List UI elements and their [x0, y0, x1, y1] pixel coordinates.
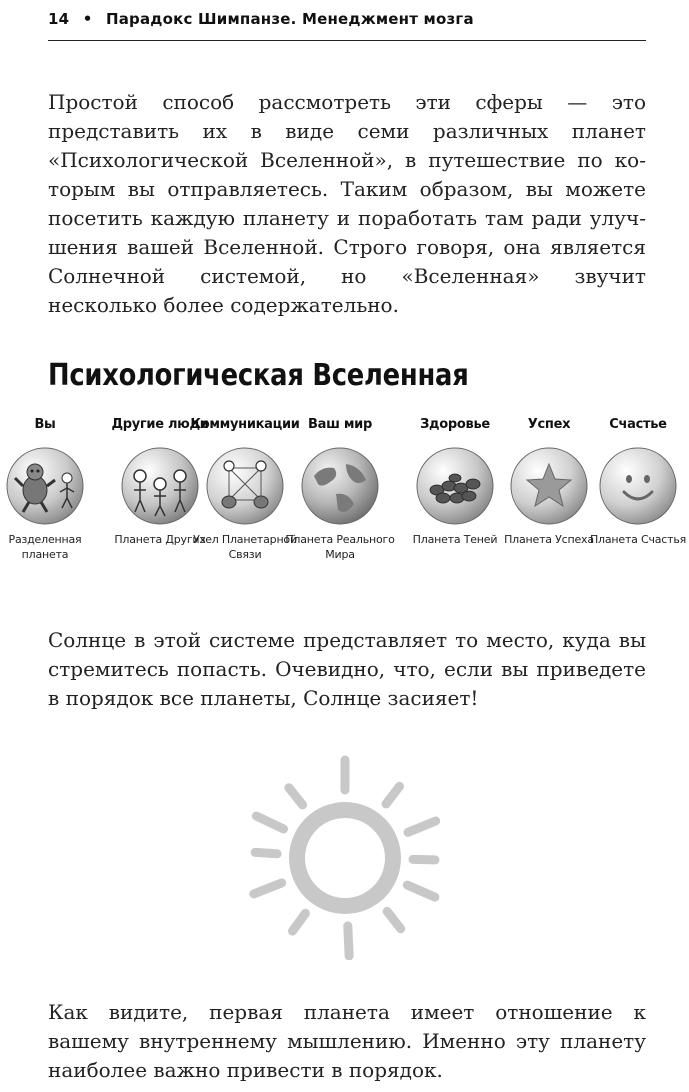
- smiley-icon: [598, 446, 678, 526]
- planet-title: Счастье: [609, 417, 667, 432]
- sun-icon: [240, 740, 450, 960]
- planet-title: Коммуникации: [190, 417, 300, 432]
- intro-paragraph: Простой способ рассмотреть эти сферы — это представить их в виде семи различных планет «Психологической Вселенной», в путешествие по которым вы отправляетесь. Таким образом, вы можете посетить каждую планету и поработать там ради улучшения вашей Вселенной. Строго говоря, она является Солнечной системой, но «Вселенная» звучит несколько более содержательно.: [48, 90, 646, 317]
- rocks-icon: [415, 446, 495, 526]
- planet-title: Вы: [34, 417, 56, 432]
- sun-ray: [386, 786, 399, 804]
- star-icon: [509, 446, 589, 526]
- planet-row: [0, 418, 689, 598]
- sun-ray: [387, 911, 401, 928]
- communication-network-icon: [205, 446, 285, 526]
- chimp-and-stickman-icon: [5, 446, 85, 526]
- planet-caption: Планета Реального Мира: [285, 533, 395, 561]
- planet-title: Ваш мир: [308, 417, 372, 432]
- sun-ray: [293, 913, 306, 931]
- planet-title: Успех: [527, 417, 571, 432]
- section-heading: Психологическая Вселенная: [48, 358, 469, 393]
- planet-title: Здоровье: [420, 417, 490, 432]
- book-title: Парадокс Шимпанзе. Менеджмент мозга: [105, 10, 474, 28]
- planet-communication: [190, 418, 300, 562]
- sun-ray: [256, 816, 283, 829]
- running-header: [48, 10, 646, 28]
- planet-caption: Планета Теней: [412, 533, 498, 546]
- sun-ray: [255, 852, 277, 853]
- header-bullet: •: [82, 10, 93, 28]
- closing-paragraph: Как видите, первая планета имеет отношение к вашему внутреннему мышлению. Именно эту планету наиболее важно привести в порядок.: [48, 1000, 646, 1082]
- planet-caption: Планета Успеха: [504, 533, 594, 546]
- sun-paragraph: Солнце в этой системе представляет то место, куда вы стремитесь попасть. Очевидно, что, если вы приведете в порядок все планеты, Солнце засияет!: [48, 628, 646, 710]
- planet-caption: Планета Счастья: [589, 533, 687, 546]
- planet-you: [0, 418, 100, 562]
- sun-ray: [413, 859, 435, 860]
- page-number: 14: [48, 10, 70, 28]
- planet-title: Другие люди: [111, 417, 209, 432]
- sun-ray: [408, 821, 436, 832]
- sun-ray: [289, 788, 303, 805]
- planet-happiness: [583, 418, 689, 547]
- header-divider: [48, 40, 646, 41]
- three-people-icon: [120, 446, 200, 526]
- planet-caption: Планета Других: [114, 533, 206, 546]
- planet-caption: Узел Планетарной Связи: [193, 533, 297, 561]
- sun-ray: [254, 883, 282, 894]
- sun-ray: [348, 926, 349, 956]
- planet-your-world: [285, 418, 395, 562]
- sun-ray: [407, 885, 435, 897]
- globe-icon: [300, 446, 380, 526]
- planet-caption: Разделенная планета: [8, 533, 82, 561]
